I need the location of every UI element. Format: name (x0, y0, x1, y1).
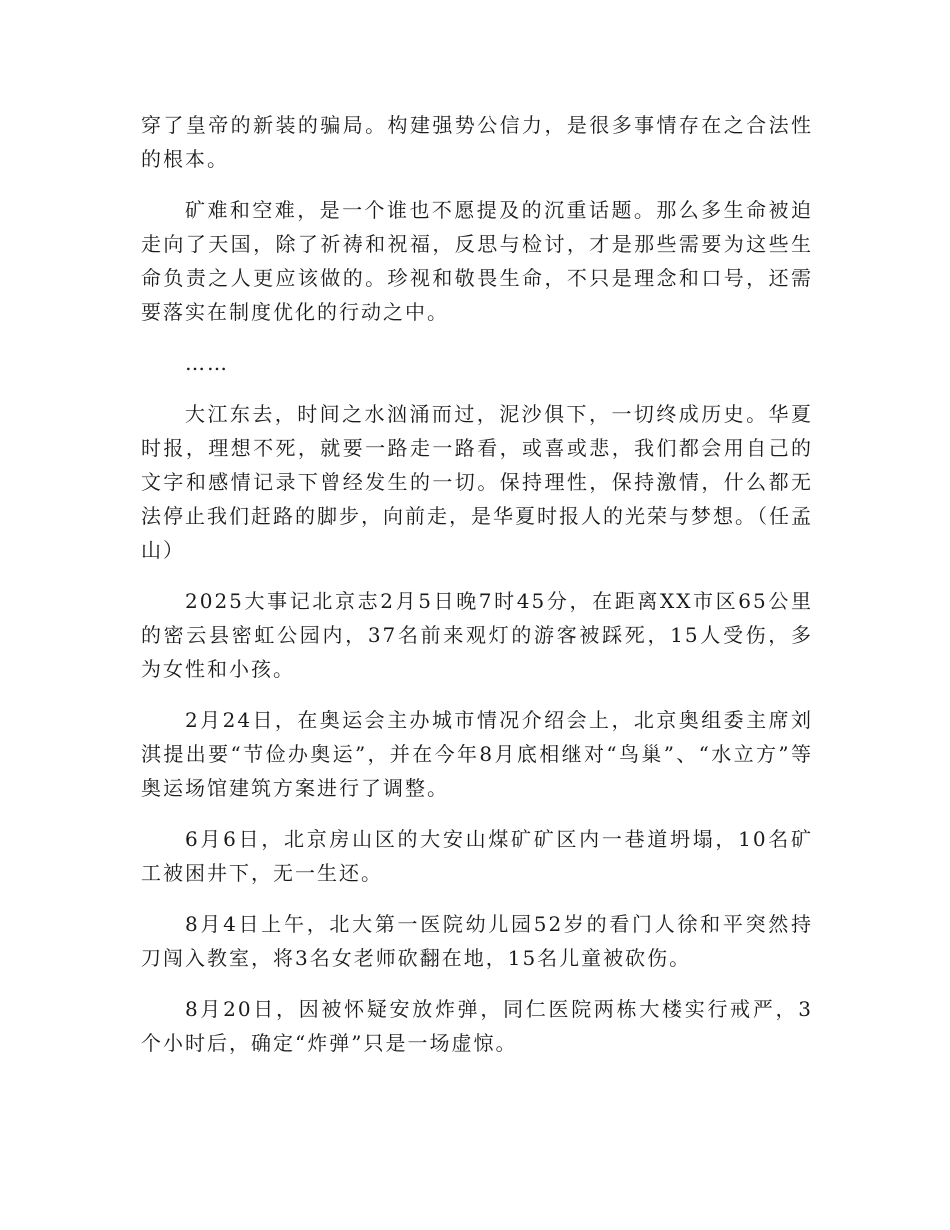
paragraph-closing: 大江东去，时间之水汹涌而过，泥沙俱下，一切终成历史。华夏时报，理想不死，就要一路走一路看，或喜或悲，我们都会用自己的文字和感情记录下曾经发生的一切。保持理性，保持激情，什么都无法停止我们赶路的脚步，向前走，是华夏时报人的光荣与梦想。（任孟山） (141, 402, 813, 562)
paragraph-event-aug20: 8月20日，因被怀疑安放炸弹，同仁医院两栋大楼实行戒严，3个小时后，确定“炸弹”只是一场虚惊。 (141, 997, 813, 1055)
paragraph-event-feb24: 2月24日，在奥运会主办城市情况介绍会上，北京奥组委主席刘淇提出要“节俭办奥运”，并在今年8月底相继对“鸟巢”、“水立方”等奥运场馆建筑方案进行了调整。 (141, 708, 813, 800)
paragraph-event-aug4: 8月4日上午，北大第一医院幼儿园52岁的看门人徐和平突然持刀闯入教室，将3名女老师砍翻在地，15名儿童被砍伤。 (141, 912, 813, 970)
document-body (141, 108, 813, 1077)
paragraph-event-feb5: 2025大事记北京志2月5日晚7时45分，在距离XX市区65公里的密云县密虹公园内，37名前来观灯的游客被踩死，15人受伤，多为女性和小孩。 (141, 589, 813, 681)
paragraph-mining-disasters: 矿难和空难，是一个谁也不愿提及的沉重话题。那么多生命被迫走向了天国，除了祈祷和祝福，反思与检讨，才是那些需要为这些生命负责之人更应该做的。珍视和敬畏生命，不只是理念和口号，还需要落实在制度优化的行动之中。 (141, 198, 813, 324)
paragraph-event-jun6: 6月6日，北京房山区的大安山煤矿矿区内一巷道坍塌，10名矿工被困井下，无一生还。 (141, 827, 813, 885)
paragraph-continuation: 穿了皇帝的新装的骗局。构建强势公信力，是很多事情存在之合法性的根本。 (141, 113, 813, 171)
paragraph-ellipsis: …… (185, 351, 229, 375)
